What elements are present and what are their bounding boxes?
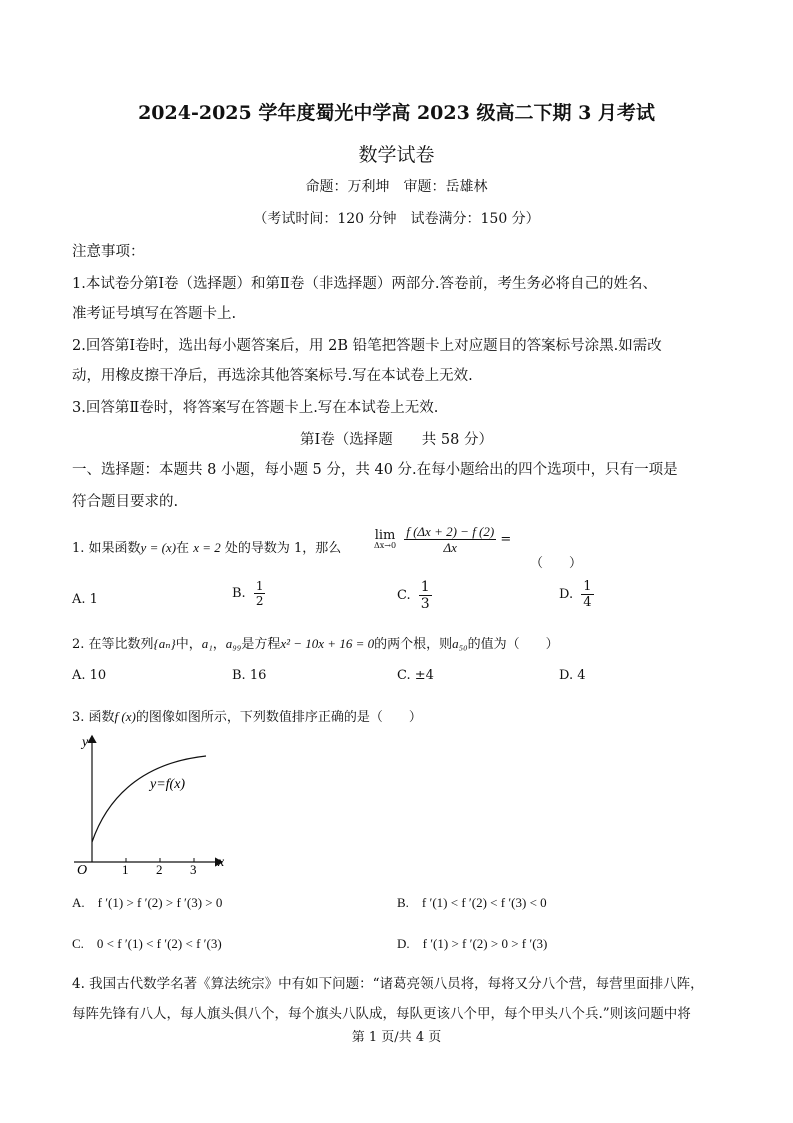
q1-option-b: B. $\frac{1}{2}$	[232, 579, 264, 608]
exam-title: 2024-2025 学年度蜀光中学高 2023 级高二下期 3 月考试	[138, 102, 655, 124]
section-1-heading: 第Ⅰ卷（选择题 共 58 分）	[300, 432, 493, 448]
q2-option-c: C. ±4	[397, 668, 434, 683]
q1-option-d: D. $\frac{1}{4}$	[559, 579, 592, 610]
tick-label-2: 2	[156, 862, 163, 875]
curve	[92, 756, 206, 842]
q1-mid-2: 处的导数为 1，那么	[224, 541, 342, 556]
note-3: 3.回答第Ⅱ卷时，将答案写在答题卡上.写在本试卷上无效.	[72, 400, 439, 416]
q1-answer-paren: （ ）	[530, 556, 583, 571]
tick-label-3: 3	[190, 862, 197, 875]
q1-equals: =	[500, 532, 512, 547]
section-1-instruction-line-1: 一、选择题：本题共 8 小题，每小题 5 分，共 40 分.在每小题给出的四个选项中，只有一项是	[72, 462, 678, 478]
q3-option-b: B. f ′(1) < f ′(2) < f ′(3) < 0	[397, 895, 547, 910]
q2-a50: a₅₀	[452, 636, 468, 651]
q2-option-d: D. 4	[559, 668, 586, 683]
question-4-line-1: 4. 我国古代数学名著《算法统宗》中有如下问题：“诸葛亮领八员将，每将又分八个营，每营里面排八阵，	[72, 976, 704, 992]
origin-label: O	[77, 863, 88, 875]
q1-fraction-numerator: f (Δx + 2) − f (2)	[406, 524, 495, 539]
q1-lim-sub: Δx→0	[374, 541, 397, 550]
q1-function: y = (x)	[140, 540, 177, 555]
q2-a99: a₉₉	[225, 636, 242, 651]
q2-equation: x² − 10x + 16 = 0	[280, 636, 375, 651]
note-2-line-2: 动，用橡皮擦干净后，再选涂其他答案标号.写在本试卷上无效.	[72, 368, 473, 384]
question-4-line-2: 每阵先锋有八人，每人旗头俱八个，每个旗头八队成，每队更该八个甲，每个甲头八个兵.”则该问题中将	[72, 1006, 691, 1022]
question-1	[72, 537, 341, 556]
tick-label-1: 1	[122, 862, 129, 875]
q1-option-c: C. $\frac{1}{3}$	[397, 579, 430, 612]
note-1-line-2: 准考证号填写在答题卡上.	[72, 306, 237, 322]
q1-mid-1: 在	[176, 541, 190, 556]
q2-option-a: A. 10	[72, 668, 107, 683]
page-footer: 第 1 页/共 4 页	[351, 1030, 442, 1045]
notes-heading: 注意事项：	[72, 244, 145, 260]
q1-fraction-denominator: Δx	[443, 540, 457, 555]
q1-point: x = 2	[193, 540, 221, 555]
q1-limit-expression	[374, 525, 511, 554]
q3-option-d: D. f ′(1) > f ′(2) > 0 > f ′(3)	[397, 936, 548, 951]
exam-time-info: （考试时间：120 分钟 试卷满分：150 分）	[253, 211, 540, 227]
q3-option-c: C. 0 < f ′(1) < f ′(2) < f ′(3)	[72, 936, 222, 951]
q3-option-a: A. f ′(1) > f ′(2) > f ′(3) > 0	[72, 895, 223, 910]
q2-sequence: {aₙ}	[153, 636, 176, 651]
question-2: 2. 在等比数列{aₙ}中，a₁，a₉₉是方程x² − 10x + 16 = 0的两个根，则a₅₀的值为（ ）	[72, 636, 559, 652]
y-axis-label: y	[82, 735, 89, 750]
exam-authors: 命题：万利坤 审题：岳雄林	[305, 179, 488, 195]
x-axis-label: x	[218, 855, 225, 870]
exam-subtitle: 数学试卷	[358, 144, 435, 166]
q3-function-graph	[70, 730, 240, 875]
section-1-instruction-line-2: 符合题目要求的.	[72, 494, 179, 510]
q1-option-a: A. 1	[72, 592, 98, 607]
note-1-line-1: 1.本试卷分第Ⅰ卷（选择题）和第Ⅱ卷（非选择题）两部分.答卷前，考生务必将自己的姓名、	[72, 276, 658, 292]
question-3: 3. 函数f (x)的图像如图所示，下列数值排序正确的是（ ）	[72, 709, 422, 725]
q1-pre: 1. 如果函数	[72, 541, 141, 556]
q1-lim: lim	[374, 528, 396, 543]
note-2-line-1: 2.回答第Ⅰ卷时，选出每小题答案后，用 2B 铅笔把答题卡上对应题目的答案标号涂黑.如需改	[72, 338, 662, 354]
q3-function: f (x)	[114, 709, 136, 724]
q2-a1: a₁	[201, 636, 213, 651]
q2-option-b: B. 16	[232, 668, 267, 683]
curve-label: y=f(x)	[150, 777, 186, 792]
